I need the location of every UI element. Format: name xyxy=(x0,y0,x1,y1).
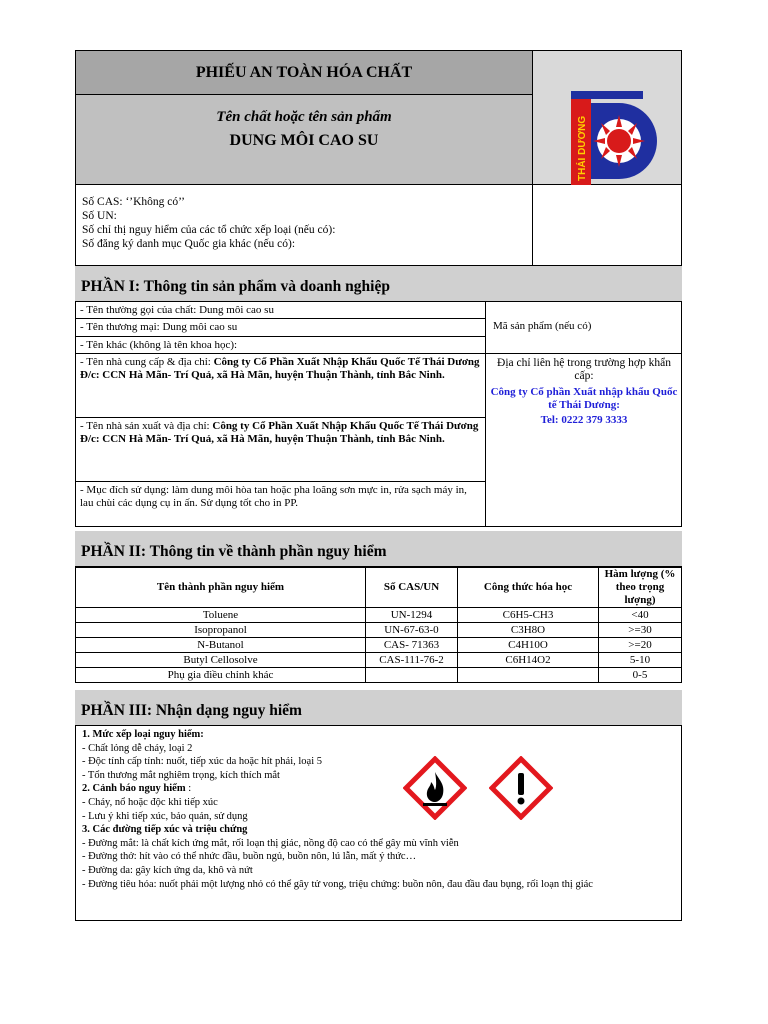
emergency-company: Công ty Cổ phần Xuất nhập khẩu Quốc tế Thái Dương: xyxy=(490,386,678,411)
purpose: - Mục đích sử dụng: làm dung môi hòa tan hoặc pha loãng sơn mực in, rửa sạch máy in, lau chùi các dụng cụ in ấn. Sử dụng tốt cho in PP. xyxy=(80,484,467,509)
manufacturer-info xyxy=(76,418,486,482)
cell-formula xyxy=(458,668,599,683)
exposure-line: - Đường thở: hít vào có thể nhức đầu, buồn ngủ, buồn nôn, lú lẫn, mất ý thức… xyxy=(82,851,417,863)
part3-content xyxy=(75,726,682,921)
warning-line: - Lưu ý khi tiếp xúc, bảo quản, sử dụng xyxy=(82,810,248,822)
company-logo xyxy=(533,51,681,185)
cell-content: 0-5 xyxy=(599,668,682,683)
hazard-class-heading: 1. Mức xếp loại nguy hiểm: xyxy=(82,729,204,740)
cell-content: <40 xyxy=(599,608,682,623)
supplier-label: - Tên nhà cung cấp & địa chỉ: xyxy=(80,356,214,368)
cell-formula: C4H10O xyxy=(458,638,599,653)
exposure-line: - Đường da: gây kích ứng da, khô và nứt xyxy=(82,864,253,876)
cas-info xyxy=(76,185,533,265)
part1-left xyxy=(76,302,486,526)
manufacturer-label: - Tên nhà sản xuất và địa chỉ: xyxy=(80,420,213,432)
table-header-row xyxy=(76,568,682,608)
cell-cas: CAS-111-76-2 xyxy=(366,653,458,668)
header-block xyxy=(75,50,682,266)
cell-name: Isopropanol xyxy=(76,623,366,638)
col-header-name: Tên thành phần nguy hiểm xyxy=(76,568,366,608)
supplier-info xyxy=(76,354,486,418)
table-row xyxy=(76,608,682,623)
table-row xyxy=(76,623,682,638)
cell-name: N-Butanol xyxy=(76,638,366,653)
cell-formula: C6H14O2 xyxy=(458,653,599,668)
hazard-line: - Tổn thương mắt nghiêm trọng, kích thích mắt xyxy=(82,769,280,781)
un-number: Số UN: xyxy=(82,210,117,222)
emergency-label: Địa chỉ liên hệ trong trường hợp khẩn cấp: xyxy=(497,357,671,382)
exposure-line: - Đường mắt: là chất kích ứng mắt, rối loạn thị giác, nồng độ cao có thể gây mù vĩnh viễn xyxy=(82,837,459,849)
warning-heading: 2. Cảnh báo nguy hiểm xyxy=(82,783,186,795)
cell-cas: CAS- 71363 xyxy=(366,638,458,653)
cell-content: >=30 xyxy=(599,623,682,638)
national-registry: Số đăng ký danh mục Quốc gia khác (nếu có): xyxy=(82,238,296,250)
table-row xyxy=(76,668,682,683)
cell-cas: UN-67-63-0 xyxy=(366,623,458,638)
supplier-company: Công ty Cổ Phần Xuất Nhập Khẩu Quốc Tế Thái Dương xyxy=(213,356,480,368)
warning-heading-suffix: : xyxy=(185,783,192,795)
composition-table xyxy=(75,567,682,683)
product-subtitle: Tên chất hoặc tên sản phẩm xyxy=(216,109,392,125)
product-code: Mã sản phẩm (nếu có) xyxy=(486,302,682,354)
logo-cell xyxy=(533,51,681,185)
table-row xyxy=(76,638,682,653)
col-header-formula: Công thức hóa học xyxy=(458,568,599,608)
table-row xyxy=(76,653,682,668)
part1-title: PHẦN I: Thông tin sản phẩm và doanh nghiệp xyxy=(75,266,682,302)
document-title: PHIẾU AN TOÀN HÓA CHẤT xyxy=(76,51,533,95)
warning-line: - Cháy, nổ hoặc độc khi tiếp xúc xyxy=(82,796,218,808)
cell-content: >=20 xyxy=(599,638,682,653)
cell-name: Butyl Cellosolve xyxy=(76,653,366,668)
cell-formula: C3H8O xyxy=(458,623,599,638)
other-name: - Tên khác (không là tên khoa học): xyxy=(76,337,486,354)
cell-formula: C6H5-CH3 xyxy=(458,608,599,623)
cell-cas xyxy=(366,668,458,683)
part1-table xyxy=(75,302,682,527)
hazard-line: - Chất lỏng dễ cháy, loại 2 xyxy=(82,742,193,754)
cell-content: 5-10 xyxy=(599,653,682,668)
part3-title: PHẦN III: Nhận dạng nguy hiểm xyxy=(75,690,682,726)
exposure-line: - Đường tiêu hóa: nuốt phải một lượng nhỏ có thể gây tử vong, triệu chứng: buồn nôn, đau đầu đau bụng, rối loạn thị giác xyxy=(82,878,593,890)
flame-icon xyxy=(403,756,467,820)
hazard-line: - Độc tính cấp tính: nuốt, tiếp xúc da hoặc hít phải, loại 5 xyxy=(82,756,322,768)
part2-title: PHẦN II: Thông tin về thành phần nguy hiểm xyxy=(75,531,682,567)
exclamation-icon xyxy=(489,756,553,820)
emergency-phone: Tel: 0222 379 3333 xyxy=(540,414,628,426)
common-name: - Tên thường gọi của chất: Dung môi cao su xyxy=(76,302,486,319)
trade-name: - Tên thương mại: Dung môi cao su xyxy=(76,319,486,337)
manufacturer-company: Công ty Cổ Phần Xuất Nhập Khẩu Quốc Tế Thái Dương xyxy=(212,420,479,432)
cell-name: Phụ gia điều chỉnh khác xyxy=(76,668,366,683)
col-header-content: Hàm lượng (% theo trọng lượng) xyxy=(599,568,682,608)
emergency-contact xyxy=(486,354,682,430)
cell-name: Toluene xyxy=(76,608,366,623)
supplier-address: Đ/c: CCN Hà Mãn- Trí Quả, xã Hà Mãn, huyện Thuận Thành, tỉnh Bắc Ninh. xyxy=(80,369,445,381)
product-name: DUNG MÔI CAO SU xyxy=(229,132,379,149)
logo-text: THÁI DƯƠNG xyxy=(577,115,588,181)
manufacturer-address: Đ/c: CCN Hà Mãn- Trí Quả, xã Hà Mãn, huyện Thuận Thành, tỉnh Bắc Ninh. xyxy=(80,433,445,445)
exposure-heading: 3. Các đường tiếp xúc và triệu chứng xyxy=(82,824,248,836)
product-header xyxy=(76,95,533,185)
hazard-indicator: Số chỉ thị nguy hiểm của các tổ chức xếp loại (nếu có): xyxy=(82,224,336,236)
col-header-cas: Số CAS/UN xyxy=(366,568,458,608)
cas-number: Số CAS: ‘’Không có’’ xyxy=(82,196,185,208)
cell-cas: UN-1294 xyxy=(366,608,458,623)
